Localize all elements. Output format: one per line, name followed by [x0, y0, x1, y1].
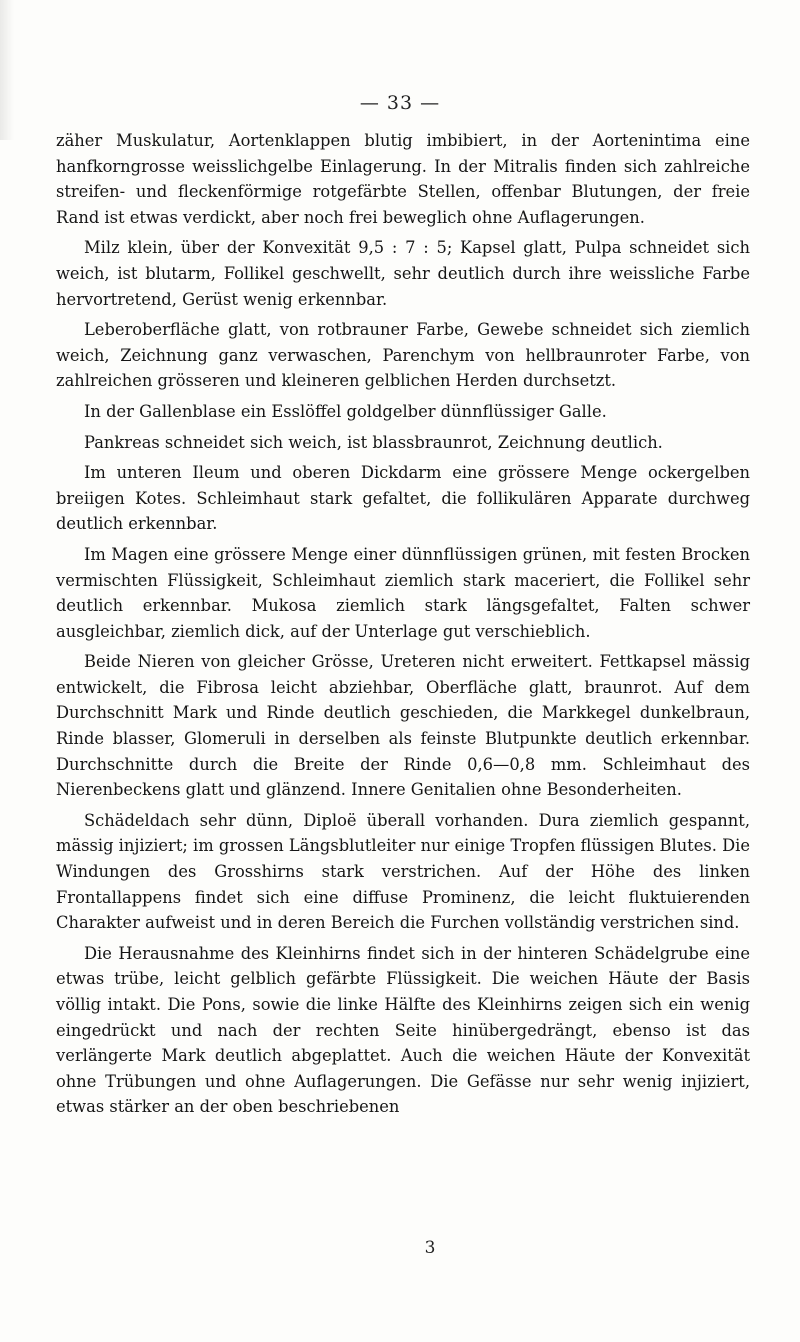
paragraph-liver: Leberoberfläche glatt, von rotbrauner Farbe, Gewebe schneidet sich ziemlich weich, Zeichnung ganz verwaschen, Parenchym von hellbraunroter Farbe, von zahlreichen grösseren und kleineren gelblichen Herden durchsetzt.: [56, 320, 750, 391]
paragraph-stomach: Im Magen eine grössere Menge einer dünnflüssigen grünen, mit festen Brocken vermischten Flüssigkeit, Schleimhaut ziemlich stark maceriert, die Follikel sehr deutlich erkennbar. Mukosa ziemlich stark längsgefaltet, Falten schwer ausgleichbar, ziemlich dick, auf der Unterlage gut verschieblich.: [56, 544, 750, 641]
paragraph-gallbladder: In der Gallenblase ein Esslöffel goldgelber dünnflüssiger Galle.: [84, 401, 607, 421]
paragraph-cerebellum: Die Herausnahme des Kleinhirns findet sich in der hinteren Schädelgrube eine etwas trübe, leicht gelblich gefärbte Flüssigkeit. Die weichen Häute der Basis völlig intakt. Die Pons, sowie die linke Hälfte des Kleinhirns zeigen sich ein wenig eingedrückt und nach der rechten Seite hinübergedrängt, ebenso ist das verlängerte Mark deutlich abgeplattet. Auch die weichen Häute der Konvexität ohne Trübungen und ohne Auflagerungen. Die Gefässe nur sehr wenig injiziert, etwas stärker an der oben beschriebenen: [56, 943, 750, 1117]
paragraph-heart: zäher Muskulatur, Aortenklappen blutig imbibiert, in der Aortenintima eine hanfkorngrosse weisslichgelbe Einlagerung. In der Mitralis finden sich zahlreiche streifen- und fleckenförmige rotgefärbte Stellen, offenbar Blutungen, der freie Rand ist etwas verdickt, aber noch frei beweglich ohne Auflagerungen.: [56, 131, 750, 227]
paragraph-intestine: Im unteren Ileum und oberen Dickdarm eine grössere Menge ockergelben breiigen Kotes. Schleimhaut stark gefaltet, die follikulären Apparate durchweg deutlich erkennbar.: [56, 463, 750, 534]
signature-mark: 3: [424, 1238, 436, 1258]
page-number-header: — 33 —: [359, 92, 441, 114]
paragraph-kidneys: Beide Nieren von gleicher Grösse, Ureteren nicht erweitert. Fettkapsel mässig entwickelt, die Fibrosa leicht abziehbar, Oberfläche glatt, braunrot. Auf dem Durchschnitt Mark und Rinde deutlich geschieden, die Markkegel dunkelbraun, Rinde blasser, Glomeruli in derselben als feinste Blutpunkte deutlich erkennbar. Durchschnitte durch die Breite der Rinde 0,6—0,8 mm. Schleimhaut des Nierenbeckens glatt und glänzend. Innere Genitalien ohne Besonderheiten.: [56, 652, 750, 800]
paragraph-skull: Schädeldach sehr dünn, Diploë überall vorhanden. Dura ziemlich gespannt, mässig injiziert; im grossen Längsblutleiter nur einige Tropfen flüssigen Blutes. Die Windungen des Grosshirns stark verstrichen. Auf der Höhe des linken Frontallappens findet sich eine diffuse Prominenz, die leicht fluktuierenden Charakter aufweist und in deren Bereich die Furchen vollständig verstrichen sind.: [56, 810, 750, 933]
paragraph-pancreas: Pankreas schneidet sich weich, ist blassbraunrot, Zeichnung deutlich.: [84, 432, 663, 452]
body-text: [56, 128, 750, 1125]
paragraph-spleen: Milz klein, über der Konvexität 9,5 : 7 : 5; Kapsel glatt, Pulpa schneidet sich weich, ist blutarm, Follikel geschwellt, sehr deutlich durch ihre weissliche Farbe hervortretend, Gerüst wenig erkennbar.: [56, 238, 750, 309]
scan-shadow: [0, 0, 14, 140]
